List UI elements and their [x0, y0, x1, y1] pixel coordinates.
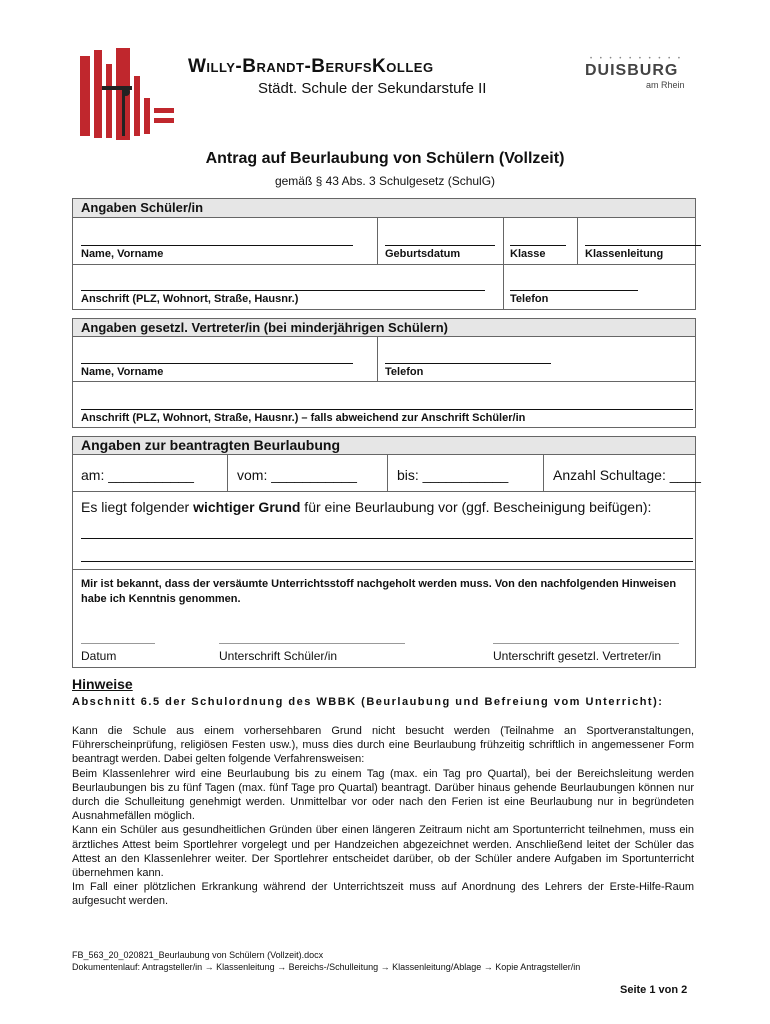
hinweise-paragraph: Beim Klassenlehrer wird eine Beurlaubung bis zu einem Tag (max. ein Tag pro Quartal), bei der Bereichsleitung werden Beurlaubungen bis zu fünf Tagen (max. fünf Tage pro Quartal) beantragt. Darüber hinaus gehende Beurlaubungen können nur durch die Schulleitung genehmigt werden. Unmittelbar vor oder nach den Ferien ist eine Beurlaubung nur in begründeten Ausnahmefällen möglich. [72, 767, 694, 823]
address-field[interactable] [81, 290, 485, 291]
city-logo-subtitle: am Rhein [646, 80, 685, 90]
name-field[interactable] [81, 245, 353, 246]
leave-section-heading: Angaben zur beantragten Beurlaubung [73, 437, 695, 455]
leave-section [72, 436, 701, 668]
guardian-section [72, 318, 696, 428]
reason-line-1[interactable] [81, 538, 693, 539]
student-signature-label: Unterschrift Schüler/in [219, 649, 338, 663]
hinweise-paragraph: Kann ein Schüler aus gesundheitlichen Gründen über einen längeren Zeitraum nicht am Sportunterricht teilnehmen, muss ein ärztliches Attest beim Sportlehrer vorgelegt und per Handzeichen abgezeichnet werden. Anschließend leitet der Schüler das Attest an den Klassenlehrer weiter. Der Sportlehrer entscheidet darüber, ob der Schüler andere Aufgaben im Sportunterricht übernehmen kann. [72, 824, 694, 880]
guardian-signature-field[interactable] [493, 643, 679, 644]
hinweise-paragraph: Im Fall einer plötzlichen Erkrankung während der Unterrichtszeit muss auf Anordnung des Lehrers der Erste-Hilfe-Raum aufgesucht werden. [72, 881, 694, 908]
city-logo-dots: • • • • • • • • • • [590, 56, 684, 62]
birthdate-label: Geburtsdatum [385, 248, 461, 260]
hinweise-paragraph: Kann die Schule aus einem vorhersehbaren Grund nicht besucht werden (Teilnahme an Sportveranstaltungen, Führerscheinprüfung, religiösen Festen usw.), muss dies durch eine Beurlaubung frühzeitig schriftlich in angemessener Form beantragt werden. Dabei gelten folgende Verfahrensweisen: [72, 725, 694, 766]
date-label: Datum [81, 649, 117, 663]
class-lead-field[interactable] [585, 245, 701, 246]
guardian-address-field[interactable] [81, 409, 693, 410]
reason-prompt: Es liegt folgender wichtiger Grund für eine Beurlaubung vor (ggf. Bescheinigung beifügen): [81, 499, 652, 515]
guardian-name-field[interactable] [81, 363, 353, 364]
student-signature-field[interactable] [219, 643, 405, 644]
student-section [72, 198, 696, 310]
school-logo [72, 46, 182, 144]
hinweise-subtitle: Abschnitt 6.5 der Schulordnung des WBBK (Beurlaubung und Befreiung vom Unterricht): [72, 696, 664, 708]
date-sign-field[interactable] [81, 643, 155, 644]
guardian-name-label: Name, Vorname [81, 366, 164, 378]
leave-from-field[interactable]: vom: ___________ [237, 467, 357, 483]
phone-field[interactable] [510, 290, 638, 291]
reason-line-2[interactable] [81, 561, 693, 562]
class-field[interactable] [510, 245, 566, 246]
footer-filename: FB_563_20_020821_Beurlaubung von Schülern (Vollzeit).docx [72, 950, 324, 960]
hinweise-title: Hinweise [72, 676, 133, 692]
school-days-field[interactable]: Anzahl Schultage: ____ [553, 467, 701, 483]
school-name: Willy-Brandt-BerufsKolleg [188, 56, 434, 77]
guardian-phone-field[interactable] [385, 363, 551, 364]
guardian-address-label: Anschrift (PLZ, Wohnort, Straße, Hausnr.) – falls abweichend zur Anschrift Schüler/in [81, 412, 526, 424]
page-number: Seite 1 von 2 [620, 984, 688, 996]
hinweise-body [72, 724, 694, 909]
notice-text: Mir ist bekannt, dass der versäumte Unterrichtsstoff nachgeholt werden muss. Von den nachfolgenden Hinweisen habe ich Kenntnis genommen. [81, 578, 677, 605]
leave-to-field[interactable]: bis: ___________ [397, 467, 509, 483]
name-label: Name, Vorname [81, 248, 164, 260]
guardian-signature-label: Unterschrift gesetzl. Vertreter/in [493, 649, 662, 663]
birthdate-field[interactable] [385, 245, 495, 246]
guardian-phone-label: Telefon [385, 366, 424, 378]
document-title: Antrag auf Beurlaubung von Schülern (Vollzeit) [205, 150, 565, 167]
footer-document-flow: Dokumentenlauf: Antragsteller/in → Klassenleitung → Bereichs-/Schulleitung → Klassenleitung/Ablage → Kopie Antragsteller/in [72, 962, 581, 972]
class-label: Klasse [510, 248, 546, 260]
city-logo: DUISBURG [585, 62, 679, 79]
student-section-heading: Angaben Schüler/in [73, 199, 695, 218]
guardian-section-heading: Angaben gesetzl. Vertreter/in (bei minderjährigen Schülern) [73, 319, 695, 337]
document-subtitle: gemäß § 43 Abs. 3 Schulgesetz (SchulG) [274, 174, 496, 188]
phone-label: Telefon [510, 293, 549, 305]
school-subtitle: Städt. Schule der Sekundarstufe II [258, 80, 487, 97]
class-lead-label: Klassenleitung [585, 248, 664, 260]
leave-date-field[interactable]: am: ___________ [81, 467, 194, 483]
address-label: Anschrift (PLZ, Wohnort, Straße, Hausnr.) [81, 293, 299, 305]
